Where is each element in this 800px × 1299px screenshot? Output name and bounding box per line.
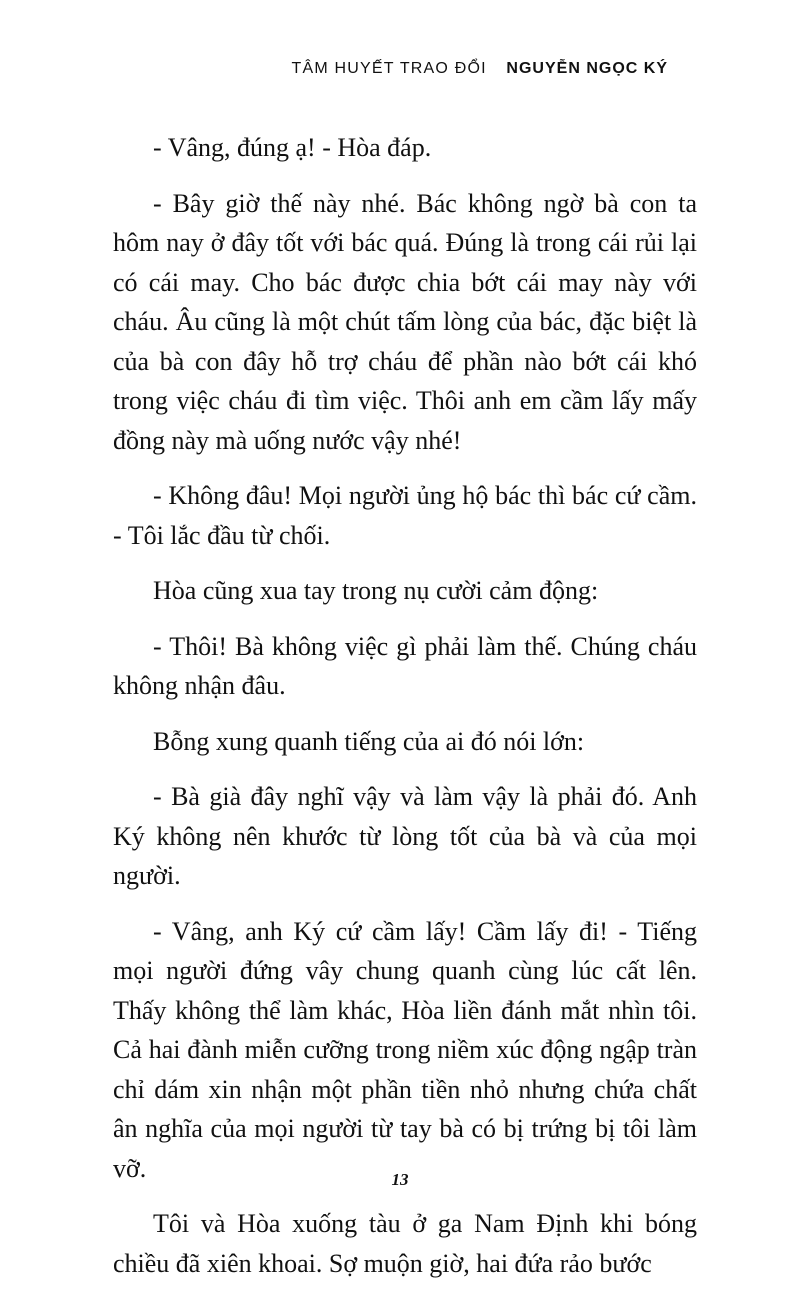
paragraph: Hòa cũng xua tay trong nụ cười cảm động: xyxy=(153,576,599,605)
paragraph: - Không đâu! Mọi người ủng hộ bác thì bác cứ cầm. - Tôi lắc đầu từ chối. xyxy=(113,481,697,550)
paragraph: - Thôi! Bà không việc gì phải làm thế. Chúng cháu không nhận đâu. xyxy=(113,631,697,700)
paragraph: Tôi và Hòa xuống tàu ở ga Nam Định khi bóng chiều đã xiên khoai. Sợ muộn giờ, hai đứa rảo bước xyxy=(113,1209,697,1278)
body-text xyxy=(113,128,697,1299)
running-header xyxy=(292,60,668,78)
paragraph: - Vâng, anh Ký cứ cầm lấy! Cầm lấy đi! - Tiếng mọi người đứng vây chung quanh cùng lúc cất lên. Thấy không thể làm khác, Hòa liền đánh mắt nhìn tôi. Cả hai đành miễn cưỡng trong niềm xúc động ngập tràn chỉ dám xin nhận một phần tiền nhỏ nhưng chứa chất ân nghĩa của mọi người từ tay bà có bị trứng bị tôi làm vỡ. xyxy=(113,916,697,1183)
author-name: NGUYỄN NGỌC KÝ xyxy=(506,60,668,77)
series-title: TÂM HUYẾT TRAO ĐỔI xyxy=(291,60,487,77)
paragraph: Bỗng xung quanh tiếng của ai đó nói lớn: xyxy=(153,726,585,756)
paragraph: - Bây giờ thế này nhé. Bác không ngờ bà con ta hôm nay ở đây tốt với bác quá. Đúng là trong cái rủi lại có cái may. Cho bác được chia bớt cái may này với cháu. Âu cũng là một chút tấm lòng của bác, đặc biệt là của bà con đây hỗ trợ cháu để phần nào bớt cái khó trong việc cháu đi tìm việc. Thôi anh em cầm lấy mấy đồng này mà uống nước vậy nhé! xyxy=(113,188,697,455)
paragraph: - Bà già đây nghĩ vậy và làm vậy là phải đó. Anh Ký không nên khước từ lòng tốt của bà và của mọi người. xyxy=(113,782,697,890)
paragraph: - Vâng, đúng ạ! - Hòa đáp. xyxy=(153,133,432,162)
page-number: 13 xyxy=(391,1170,409,1189)
